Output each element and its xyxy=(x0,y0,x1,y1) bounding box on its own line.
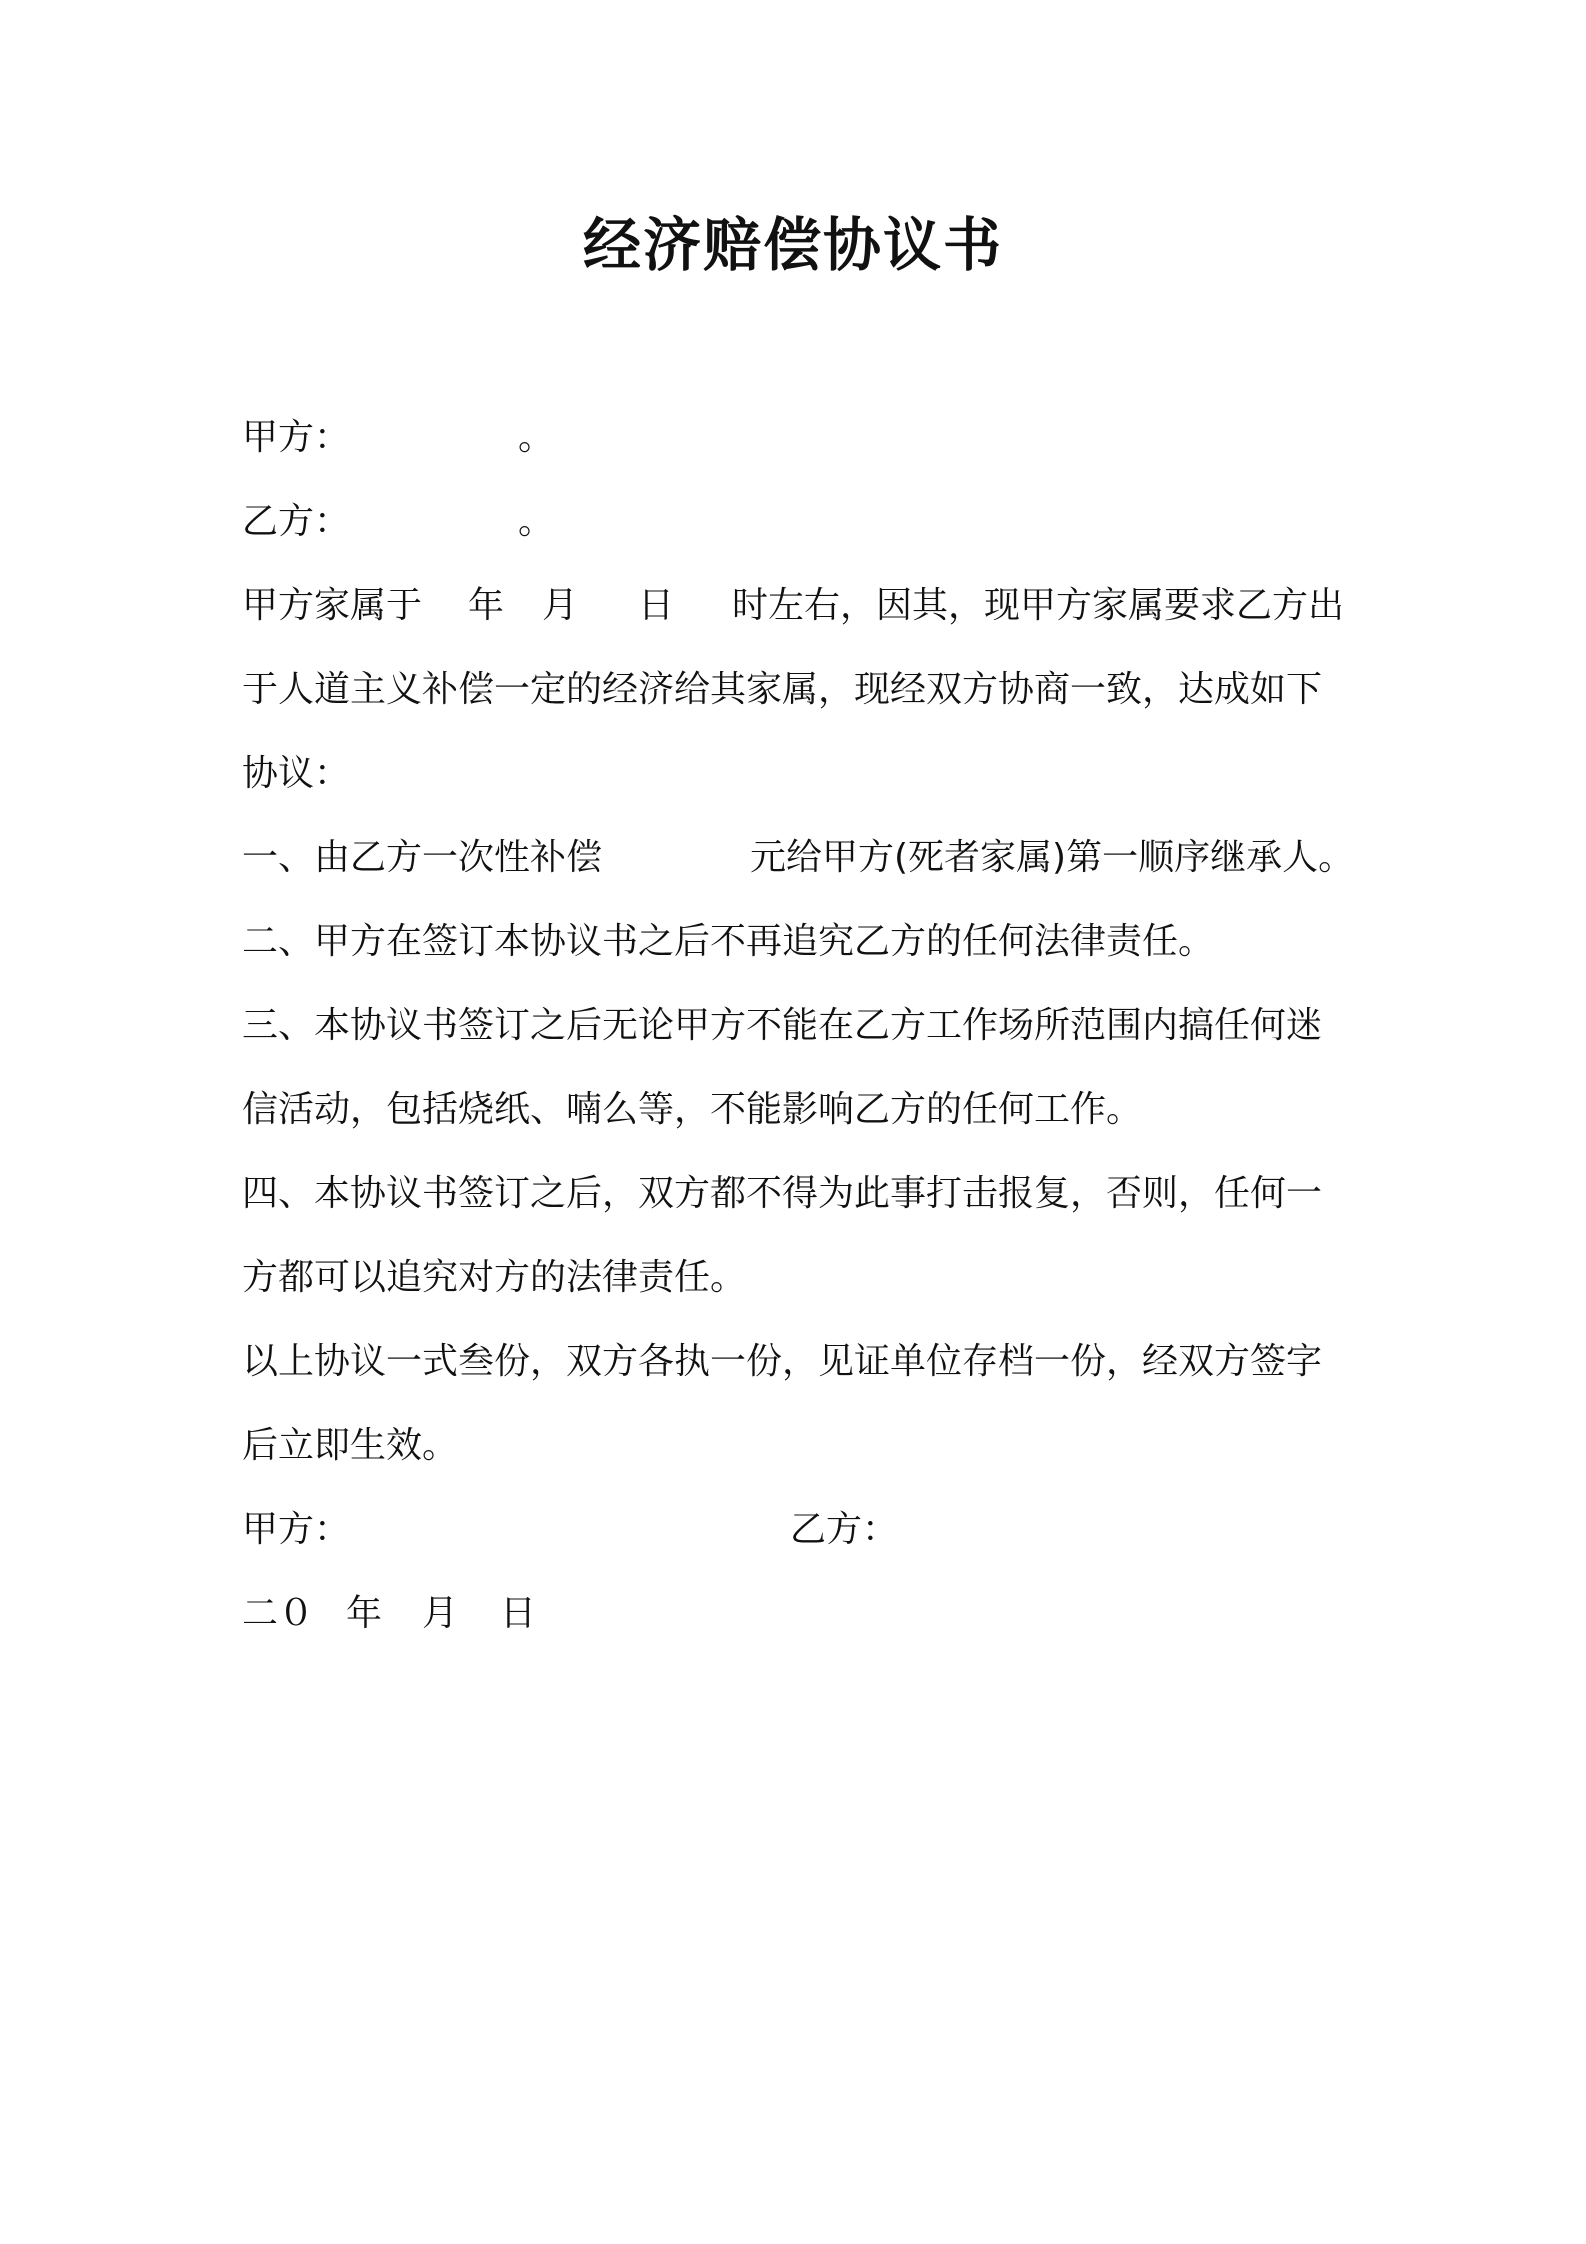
intro-line-2: 于人道主义补偿一定的经济给其家属，现经双方协商一致，达成如下 xyxy=(242,669,1323,710)
clause-1-text-2: 元给甲方(死者家属)第一顺序继承人。 xyxy=(750,837,1355,878)
signature-party-b-label: 乙方： xyxy=(790,1509,899,1550)
closing-line-2: 后立即生效。 xyxy=(242,1425,459,1466)
clause-4-line-2: 方都可以追究对方的法律责任。 xyxy=(242,1257,747,1298)
party-a-blank-end: 。 xyxy=(518,417,555,458)
date-year: 年 xyxy=(346,1593,383,1634)
party-b-label: 乙方： xyxy=(242,501,351,542)
party-b-blank-end: 。 xyxy=(518,501,555,542)
intro-year: 年 xyxy=(468,585,505,626)
clause-3-line-2: 信活动，包括烧纸、喃么等，不能影响乙方的任何工作。 xyxy=(242,1089,1143,1130)
document-title: 经济赔偿协议书 xyxy=(582,211,1003,279)
clause-2: 二、甲方在签订本协议书之后不再追究乙方的任何法律责任。 xyxy=(242,921,1215,962)
date-day: 日 xyxy=(500,1593,537,1634)
clause-3-line-1: 三、本协议书签订之后无论甲方不能在乙方工作场所范围内搞任何迷 xyxy=(242,1005,1323,1046)
closing-line-1: 以上协议一式叁份，双方各执一份，见证单位存档一份，经双方签字 xyxy=(242,1341,1323,1382)
intro-month: 月 xyxy=(542,585,579,626)
signature-party-a-label: 甲方： xyxy=(242,1509,351,1550)
intro-text-2: 时左右，因其，现甲方家属要求乙方出 xyxy=(732,585,1345,626)
date-month: 月 xyxy=(422,1593,459,1634)
date-line xyxy=(242,1590,1362,1878)
intro-day: 日 xyxy=(638,585,675,626)
intro-text-1: 甲方家属于 xyxy=(242,585,423,626)
date-prefix: 二０ xyxy=(242,1593,315,1634)
party-a-label: 甲方： xyxy=(242,417,351,458)
clause-4-line-1: 四、本协议书签订之后，双方都不得为此事打击报复，否则，任何一 xyxy=(242,1173,1323,1214)
clause-1-text-1: 一、由乙方一次性补偿 xyxy=(242,837,603,878)
intro-line-3: 协议： xyxy=(242,753,351,794)
